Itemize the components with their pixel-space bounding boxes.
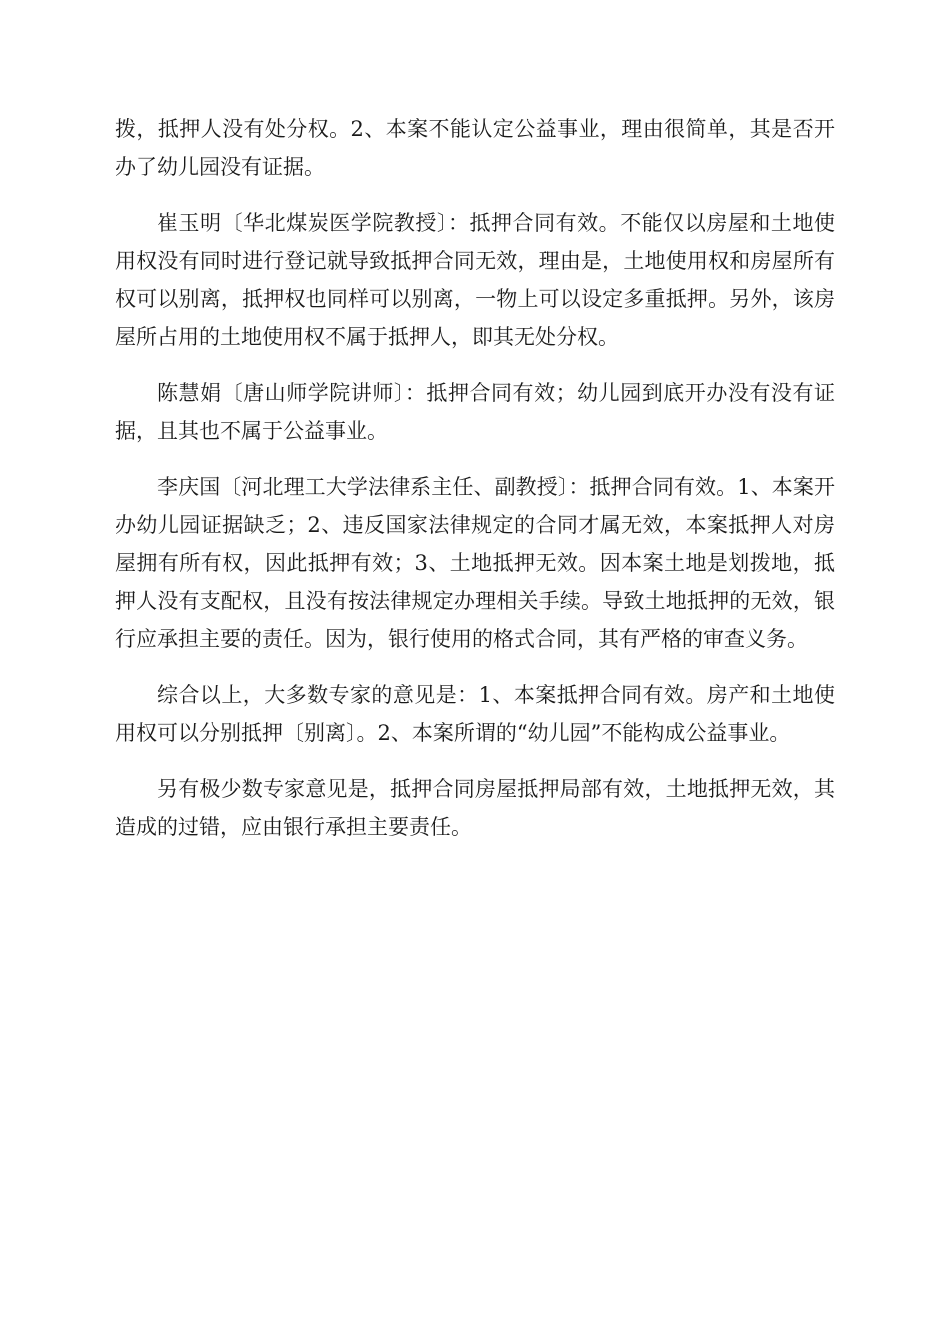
paragraph-cui-yuming-opinion: 崔玉明〔华北煤炭医学院教授〕：抵押合同有效。不能仅以房屋和土地使用权没有同时进行登记就导致抵押合同无效，理由是，土地使用权和房屋所有权可以别离，抵押权也同样可以别离，一物上可以设定多重抵押。另外，该房屋所占用的土地使用权不属于抵押人，即其无处分权。 xyxy=(115,211,835,349)
paragraph-li-qingguo-opinion: 李庆国〔河北理工大学法律系主任、副教授〕：抵押合同有效。1、本案开办幼儿园证据缺乏；2、违反国家法律规定的合同才属无效，本案抵押人对房屋拥有所有权，因此抵押有效；3、土地抵押无效。因本案土地是划拨地，抵押人没有支配权，且没有按法律规定办理相关手续。导致土地抵押的无效，银行应承担主要的责任。因为，银行使用的格式合同，其有严格的审查义务。 xyxy=(115,475,835,651)
paragraph-chen-huijuan-opinion: 陈慧娟〔唐山师学院讲师〕：抵押合同有效；幼儿园到底开办没有没有证据，且其也不属于公益事业。 xyxy=(115,381,835,443)
paragraph-minority-opinion: 另有极少数专家意见是，抵押合同房屋抵押局部有效，土地抵押无效，其造成的过错，应由银行承担主要责任。 xyxy=(115,777,835,839)
paragraph-continuation: 拨，抵押人没有处分权。2、本案不能认定公益事业，理由很简单，其是否开办了幼儿园没有证据。 xyxy=(115,117,835,179)
document-body xyxy=(115,110,835,864)
paragraph-majority-summary: 综合以上，大多数专家的意见是：1、本案抵押合同有效。房产和土地使用权可以分别抵押〔别离〕。2、本案所谓的“幼儿园”不能构成公益事业。 xyxy=(115,683,835,745)
